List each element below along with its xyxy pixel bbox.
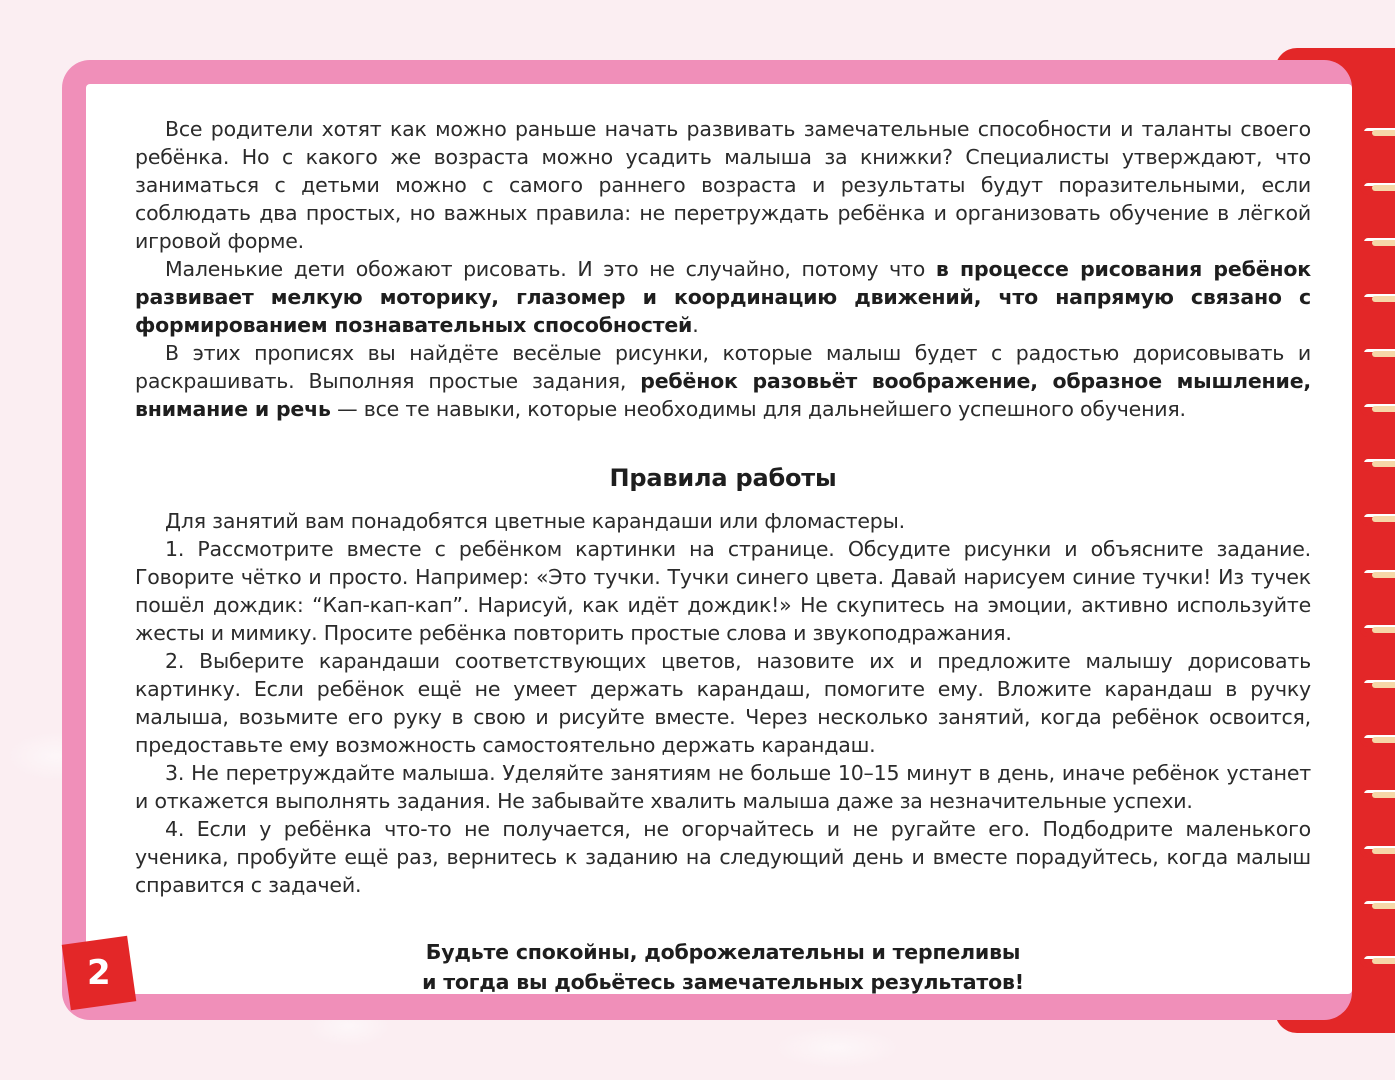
intro-paragraph-2: Маленькие дети обожают рисовать. И это не случайно, потому что в процессе рисования ребёнок развивает мелкую моторику, глазомер и координацию движений, что напрямую связано с формированием познавательных способностей. [135,257,1311,337]
intro-paragraph-3-emphasis: ребёнок разовьёт воображение, образное мышление, внимание и речь [135,369,1311,421]
spiral-ring-icon [1360,234,1395,250]
rules-heading: Правила работы [609,464,837,492]
page-content [135,115,1311,997]
rule-item-2: 2. Выберите карандаши соответствующих цветов, назовите их и предложите малышу дорисовать картинку. Если ребёнок ещё не умеет держать карандаш, помогите ему. Вложите карандаш в ручку малыша, возьмите его руку в свою и рисуйте вместе. Через несколько занятий, когда ребёнок освоится, предоставьте ему возможность самостоятельно держать карандаш. [135,649,1311,757]
page-number: 2 [87,953,111,994]
spiral-ring-icon [1360,566,1395,582]
rule-item-1: 1. Рассмотрите вместе с ребёнком картинки на странице. Обсудите рисунки и объясните задание. Говорите чётко и просто. Например: «Это тучки. Тучки синего цвета. Давай нарисуем синие тучки! Из тучек пошёл дождик: “Кап-кап-кап”. Нарисуй, как идёт дождик!» Не скупитесь на эмоции, активно используйте жесты и мимику. Просите ребёнка повторить простые слова и звукоподражания. [135,537,1311,645]
spiral-ring-icon [1360,952,1395,968]
closing-line-1: Будьте спокойны, доброжелательны и терпеливы [425,940,1021,964]
spiral-ring-icon [1360,676,1395,692]
rule-item-4: 4. Если у ребёнка что-то не получается, не огорчайтесь и не ругайте его. Подбодрите маленького ученика, пробуйте ещё раз, вернитесь к заданию на следующий день и вместе порадуйтесь, когда малыш справится с задачей. [135,817,1311,897]
closing-line-2: и тогда вы добьётесь замечательных результатов! [422,970,1024,994]
spiral-ring-icon [1360,124,1395,140]
spiral-ring-icon [1360,731,1395,747]
spiral-ring-icon [1360,290,1395,306]
rules-intro: Для занятий вам понадобятся цветные карандаши или фломастеры. [165,509,905,533]
spiral-ring-icon [1360,842,1395,858]
spiral-ring-icon [1360,510,1395,526]
closing-message [135,937,1311,997]
spiral-ring-icon [1360,897,1395,913]
intro-paragraph-2-emphasis: в процессе рисования ребёнок развивает мелкую моторику, глазомер и координацию движений, что напрямую связано с формированием познавательных способностей [135,257,1311,337]
spiral-ring-icon [1360,621,1395,637]
page-number-badge [62,936,137,1011]
spiral-ring-icon [1360,345,1395,361]
intro-paragraph-3: В этих прописях вы найдёте весёлые рисунки, которые малыш будет с радостью дорисовывать и раскрашивать. Выполняя простые задания, ребёнок разовьёт воображение, образное мышление, внимание и речь — все те навыки, которые необходимы для дальнейшего успешного обучения. [135,341,1311,421]
spiral-ring-icon [1360,786,1395,802]
spiral-ring-icon [1360,179,1395,195]
spiral-ring-icon [1360,455,1395,471]
rule-item-3: 3. Не перетруждайте малыша. Уделяйте занятиям не больше 10–15 минут в день, иначе ребёнок устанет и откажется выполнять задания. Не забывайте хвалить малыша даже за незначительные успехи. [135,761,1311,813]
spiral-binding [1360,124,1395,984]
intro-paragraph-1: Все родители хотят как можно раньше начать развивать замечательные способности и таланты своего ребёнка. Но с какого же возраста можно усадить малыша за книжки? Специалисты утверждают, что заниматься с детьми можно с самого раннего возраста и результаты будут поразительными, если соблюдать два простых, но важных правила: не перетруждать ребёнка и организовать обучение в лёгкой игровой форме. [135,117,1311,253]
spiral-ring-icon [1360,400,1395,416]
